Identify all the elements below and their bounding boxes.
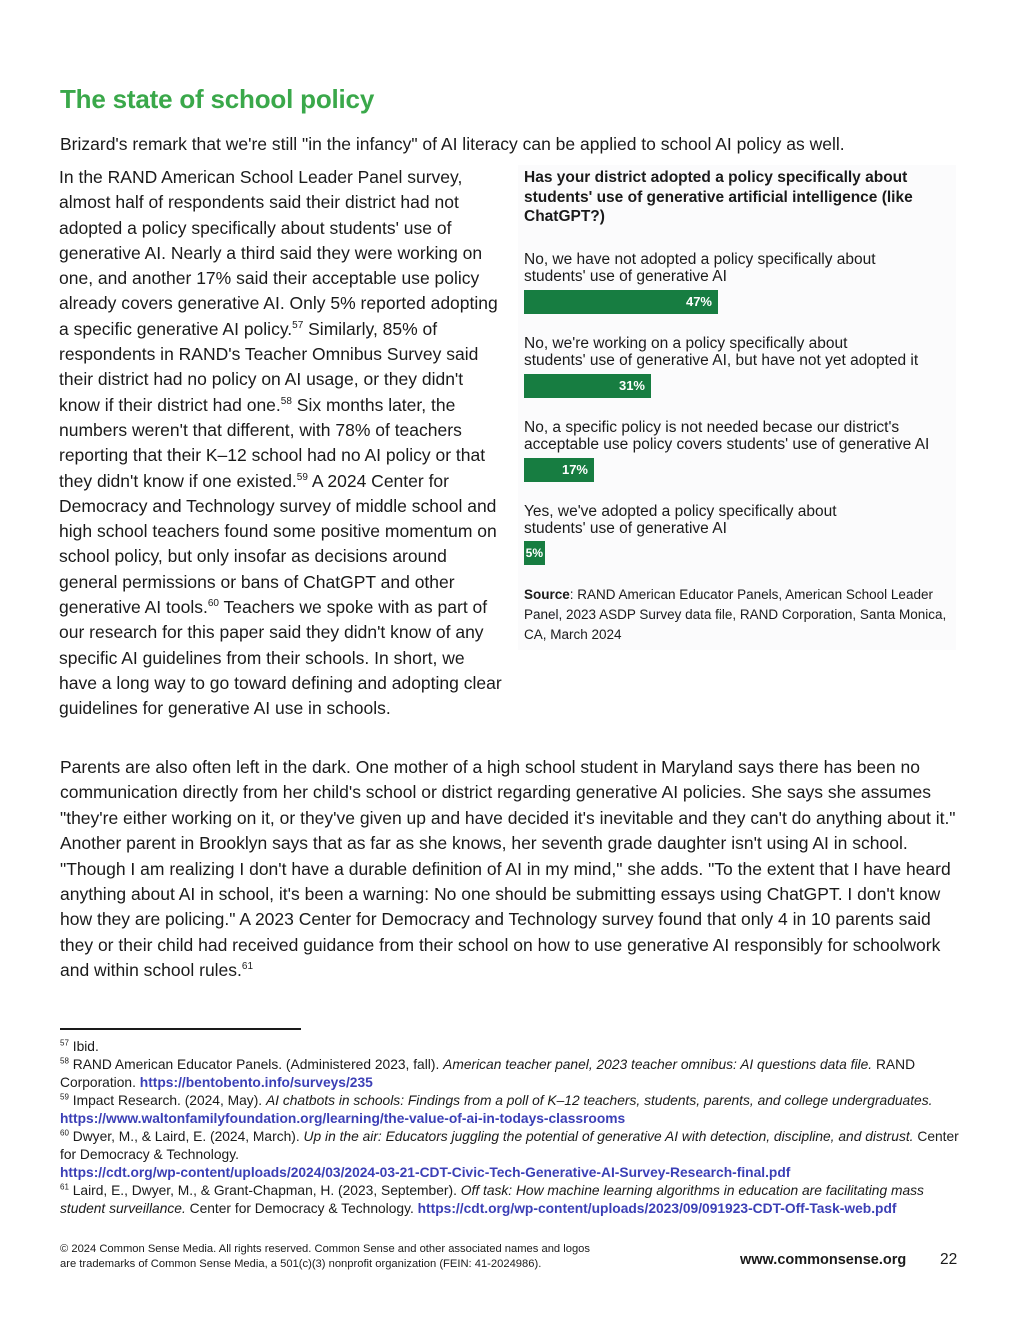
footnote-ref-58[interactable]: 58 [280,395,292,407]
parents-paragraph [60,755,960,984]
label-line: No, a specific policy is not needed becase our district's [524,419,900,436]
text-run: In the RAND American School Leader Panel survey, almost half of respondents said their district had not adopted a policy specifically about students' use of generative AI. Nearly a third said they were working on one, and another 17% said their acceptable use policy already covers generative AI. Only 5% reported adopting a specific generative AI policy. [59,167,498,339]
footnote-title: Off task: How machine learning algorithms in education are facilitating mass student surveillance. [60,1183,924,1216]
footer-website-link[interactable]: www.commonsense.org [740,1252,907,1268]
copyright-line: © 2024 Common Sense Media. All rights reserved. Common Sense and other associated names and logos [60,1243,590,1255]
footnote-58 [60,1056,960,1092]
footnote-number: 61 [60,1182,69,1192]
label-line: No, we have not adopted a policy specifically about [524,251,876,268]
footnote-59 [60,1092,960,1128]
footnote-link[interactable]: https://cdt.org/wp-content/uploads/2023/09/091923-CDT-Off-Task-web.pdf [417,1201,897,1216]
footnote-number: 60 [60,1128,69,1138]
chart-bar: 17% [524,458,594,482]
chart-bar: 5% [524,541,545,565]
footnote-text: Dwyer, M., & Laird, E. (2024, March). [68,1129,304,1144]
footnote-ref-60[interactable]: 60 [207,598,219,610]
label-line: Yes, we've adopted a policy specifically about [524,503,837,520]
footnote-text: Laird, E., Dwyer, M., & Grant-Chapman, H. (2023, September). [68,1183,461,1198]
chart-category-label [524,252,954,285]
text-run: Six months later, the numbers weren't that different, with 78% of teachers reporting that their K–12 school had no AI policy or that they didn't know if one existed. [59,394,486,491]
footnote-60 [60,1128,960,1182]
footnote-number: 59 [60,1092,69,1102]
source-label: Source [524,587,570,602]
chart-category-label [524,420,954,453]
footnote-text: RAND Corporation. [60,1057,916,1090]
footnote-title: Up in the air: Educators juggling the potential of generative AI with detection, discipline, and distrust. [303,1129,914,1144]
chart-bar: 31% [524,374,651,398]
policy-bar-chart [518,165,956,650]
footnotes [60,1038,960,1218]
chart-source [524,585,952,645]
text-run: Similarly, 85% of respondents in RAND's Teacher Omnibus Survey said their district had no policy on AI usage, or they didn't know if their district had one. [59,318,479,415]
footnote-57 [60,1038,960,1056]
footnote-number: 58 [60,1056,69,1066]
page-number: 22 [940,1251,958,1268]
chart-category-label [524,504,954,537]
footnote-text: Center for Democracy & Technology. [60,1129,959,1162]
footnote-link[interactable]: https://www.waltonfamilyfoundation.org/learning/the-value-of-ai-in-todays-classrooms [60,1111,626,1126]
label-line: students' use of generative AI [524,267,727,285]
footnote-title: American teacher panel, 2023 teacher omnibus: AI questions data file. [443,1057,873,1072]
footnote-text: Ibid. [68,1039,99,1054]
label-line: No, we're working on a policy specifically about [524,335,848,352]
text-run: A 2024 Center for Democracy and Technology survey of middle school and high school teachers found some positive momentum on school policy, but only insofar as decisions around general permissions or bans of ChatGPT and other generative AI tools. [59,470,497,618]
source-text: : RAND American Educator Panels, American School Leader Panel, 2023 ASDP Survey data file, RAND Corporation, Santa Monica, CA, March 2024 [524,587,947,642]
label-line: students' use of generative AI, but have not yet adopted it [524,351,919,369]
left-column-paragraph [59,165,504,722]
footnote-text: Impact Research. (2024, May). [68,1093,266,1108]
label-line: acceptable use policy covers students' use of generative AI [524,435,930,453]
footnote-link[interactable]: https://bentobento.info/surveys/235 [139,1075,373,1090]
footnote-61 [60,1182,960,1218]
text-run: Teachers we spoke with as part of our research for this paper said they didn't know of any specific AI guidelines from their schools. In short, we have a long way to go toward defining and adopting clear guidelines for generative AI use in schools. [59,597,502,719]
footnote-divider [60,1028,301,1030]
footnote-title: AI chatbots in schools: Findings from a poll of K–12 teachers, students, parents, and college undergraduates. [265,1093,933,1108]
chart-bar: 47% [524,290,718,314]
chart-category-label [524,336,954,369]
footnote-ref-61[interactable]: 61 [241,961,254,973]
chart-title: Has your district adopted a policy specifically about students' use of generative artificial intelligence (like ChatGPT?) [524,169,913,225]
footnote-text: Center for Democracy & Technology. [185,1201,418,1216]
footnote-number: 57 [60,1038,69,1048]
footnote-link[interactable]: https://cdt.org/wp-content/uploads/2024/03/2024-03-21-CDT-Civic-Tech-Generative-AI-Survey-Research-final.pdf [60,1165,791,1180]
lead-paragraph: Brizard's remark that we're still "in the infancy" of AI literacy can be applied to school AI policy as well. [60,134,845,154]
footnote-ref-59[interactable]: 59 [296,471,308,483]
label-line: students' use of generative AI [524,519,727,537]
copyright-line: are trademarks of Common Sense Media, a 501(c)(3) nonprofit organization (FEIN: 41-2024986). [60,1258,542,1270]
section-title: The state of school policy [60,84,375,114]
footnote-ref-57[interactable]: 57 [292,319,304,331]
text-run: Parents are also often left in the dark. One mother of a high school student in Maryland says there has been no communication directly from her child's school or district regarding generative AI policies. She says she assumes "they're either working on it, or they've given up and have decided it's inevitable and they can't do anything about it." Another parent in Brooklyn says that as far as she knows, her seventh grade daughter isn't using AI in school. "Though I am realizing I don't have a durable definition of AI in my mind," she adds. "To the extent that I have heard anything about AI in school, it's been a warning: No one should be submitting essays using ChatGPT. I don't know how they are policing." A 2023 Center for Democracy and Technology survey found that only 4 in 10 parents said they or their child had received guidance from their school on how to use generative AI responsibly for schoolwork and within school rules. [60,757,956,981]
footnote-text: RAND American Educator Panels. (Administered 2023, fall). [68,1057,444,1072]
copyright-notice [60,1242,680,1272]
